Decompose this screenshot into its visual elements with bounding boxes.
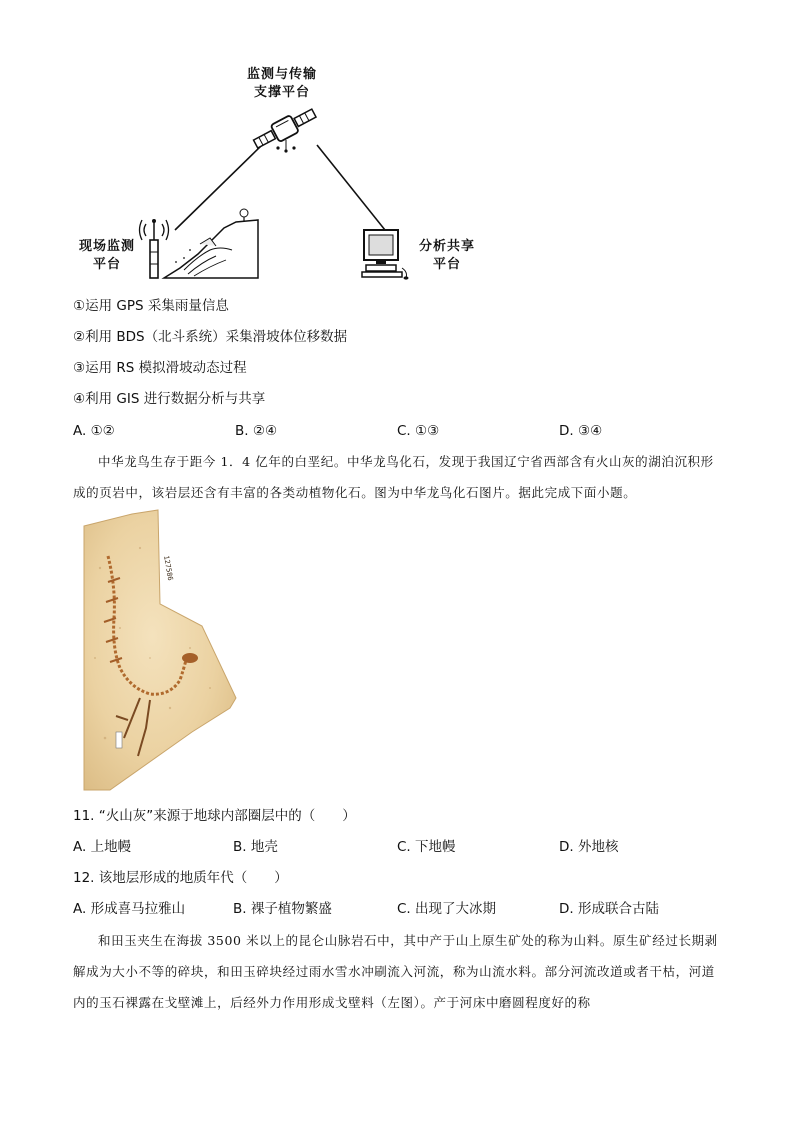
q10-option-b[interactable]: B. ②④ [235,423,278,439]
q12-option-d[interactable]: D. 形成联合古陆 [559,901,659,917]
q11-option-c[interactable]: C. 下地幔 [397,839,456,855]
satellite-label-line2: 支撑平台 [253,85,310,100]
monitoring-diagram [60,60,500,290]
statement-2: ②利用 BDS（北斗系统）采集滑坡体位移数据 [73,329,348,345]
fossil-photo [80,508,240,793]
q12-option-a[interactable]: A. 形成喜马拉雅山 [73,901,186,917]
statement-4: ④利用 GIS 进行数据分析与共享 [73,391,266,407]
computer-icon [360,228,410,280]
analysis-platform-label [412,238,482,274]
jade-paragraph: 和田玉夹生在海拔 3500 米以上的昆仑山脉岩石中，其中产于山上原生矿处的称为山料。原生矿经过长期剥解成为大小不等的碎块，和田玉碎块经过雨水雪水冲刷流入河流，称为山流水料。部分河流改道或者干枯，河道内的玉石裸露在戈壁滩上，后经外力作用形成戈壁料（左图）。产于河床中磨圆程度好的称 [73,933,718,1010]
satellite-platform-label [242,66,322,102]
q12-option-b[interactable]: B. 裸子植物繁盛 [233,901,332,917]
q11-stem: 11. “火山灰”来源于地球内部圈层中的（ ） [73,808,356,824]
q12-option-c[interactable]: C. 出现了大冰期 [397,901,497,917]
specimen-number: 127586 [162,554,175,582]
field-station-landslide-icon [140,210,260,282]
satellite-label-line1: 监测与传输 [246,67,317,82]
satellite-icon [250,104,320,154]
q10-option-d[interactable]: D. ③④ [559,423,603,439]
q10-option-c[interactable]: C. ①③ [397,423,440,439]
q11-option-d[interactable]: D. 外地核 [559,839,619,855]
analysis-label-line1: 分析共享 [418,239,475,254]
field-platform-label [72,238,142,274]
q11-option-a[interactable]: A. 上地幔 [73,839,132,855]
q11-option-b[interactable]: B. 地壳 [233,839,278,855]
q12-stem: 12. 该地层形成的地质年代（ ） [73,870,288,886]
statement-1: ①运用 GPS 采集雨量信息 [73,298,229,314]
q10-option-a[interactable]: A. ①② [73,423,115,439]
field-label-line1: 现场监测 [78,239,135,254]
intro-paragraph: 中华龙鸟生存于距今 1．4 亿年的白垩纪。中华龙鸟化石，发现于我国辽宁省西部含有火山灰的湖泊沉积形成的页岩中，该岩层还含有丰富的各类动植物化石。图为中华龙鸟化石图片。据此完成下面小题。 [73,454,714,500]
analysis-label-line2: 平台 [432,257,461,272]
field-label-line2: 平台 [92,257,121,272]
statement-3: ③运用 RS 模拟滑坡动态过程 [73,360,247,376]
